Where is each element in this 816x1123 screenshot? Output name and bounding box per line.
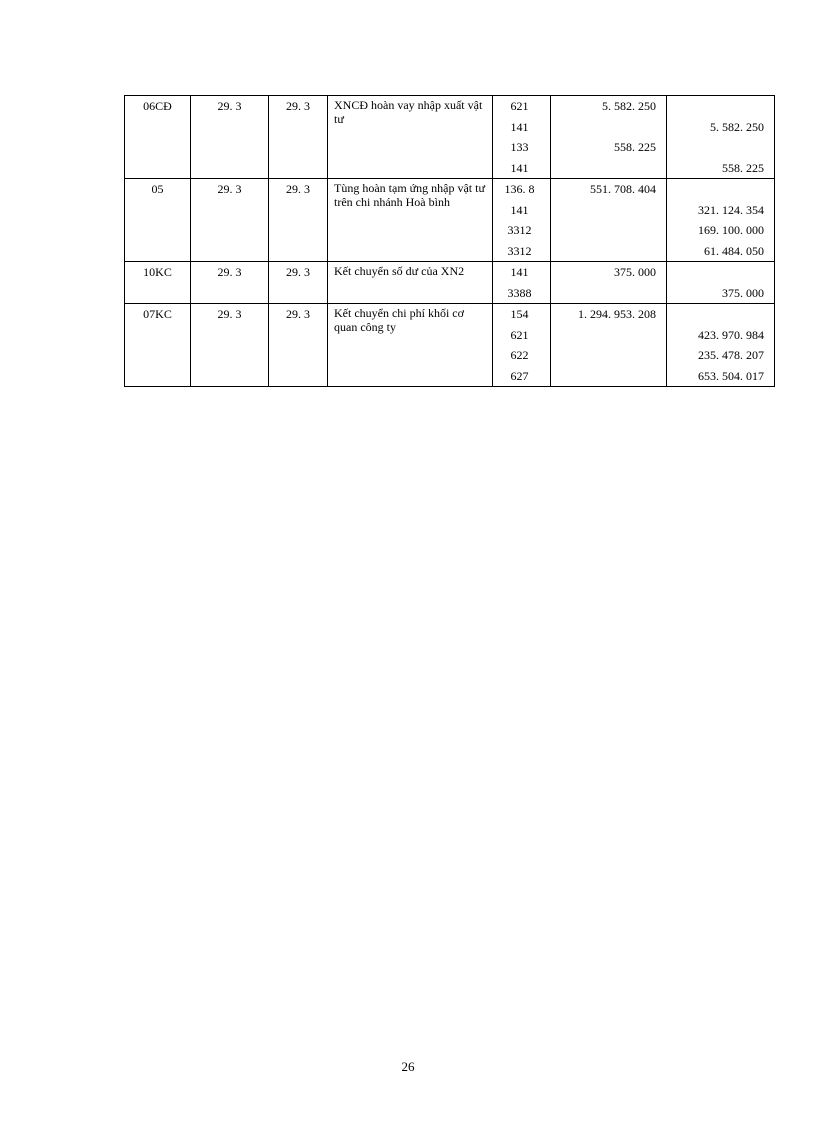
account-code: 141	[510, 160, 529, 175]
account-code: 154	[510, 307, 529, 321]
debit-amount	[551, 117, 666, 138]
debit-amount: 375. 000	[614, 265, 656, 279]
account-code: 621	[510, 99, 529, 113]
ngay-gs-cell	[269, 262, 328, 304]
so-hieu: 07KC	[143, 307, 172, 321]
accounts-cell	[493, 96, 551, 179]
account-code: 627	[510, 368, 529, 383]
account-code: 3312	[507, 243, 532, 258]
debit-amount	[551, 366, 666, 387]
ngay-ct-cell	[191, 179, 269, 262]
description-cell	[328, 262, 493, 304]
ngay-gs: 29. 3	[286, 307, 310, 321]
credit-amount	[667, 137, 774, 158]
ngay-ct: 29. 3	[217, 265, 242, 279]
debit-cell	[551, 304, 667, 387]
debit-amount: 5. 582. 250	[602, 99, 656, 113]
account-code: 133	[510, 140, 529, 154]
credit-cell	[667, 179, 775, 262]
credit-amount: 653. 504. 017	[698, 368, 764, 383]
page-number: 26	[401, 1059, 415, 1074]
ngay-ct: 29. 3	[217, 182, 242, 196]
accounts-cell	[493, 179, 551, 262]
ngay-ct: 29. 3	[217, 307, 242, 321]
ngay-ct: 29. 3	[217, 99, 242, 113]
credit-amount: 235. 478. 207	[698, 348, 764, 362]
description-cell	[328, 96, 493, 179]
credit-cell	[667, 262, 775, 304]
ngay-ct-cell	[191, 96, 269, 179]
so-hieu-cell	[125, 96, 191, 179]
ngay-gs: 29. 3	[286, 182, 310, 196]
account-code: 141	[510, 119, 529, 134]
ngay-gs-cell	[269, 179, 328, 262]
table-row	[125, 96, 775, 179]
description: Tùng hoàn tạm ứng nhập vật tư trên chi nhánh Hoà bình	[334, 181, 485, 209]
description-cell	[328, 304, 493, 387]
so-hieu-cell	[125, 304, 191, 387]
credit-amount: 423. 970. 984	[698, 327, 764, 342]
account-code: 3312	[507, 223, 532, 237]
so-hieu: 10KC	[143, 265, 172, 279]
table-row	[125, 179, 775, 262]
debit-amount	[551, 283, 666, 304]
debit-amount	[551, 241, 666, 262]
description: Kết chuyển số dư của XN2	[334, 264, 465, 278]
ngay-gs-cell	[269, 96, 328, 179]
credit-cell	[667, 304, 775, 387]
credit-amount: 321. 124. 354	[698, 202, 764, 217]
credit-amount	[667, 262, 774, 283]
account-code: 621	[510, 327, 529, 342]
credit-amount: 5. 582. 250	[710, 119, 764, 134]
so-hieu-cell	[125, 262, 191, 304]
table-row	[125, 262, 775, 304]
debit-cell	[551, 262, 667, 304]
table-row	[125, 304, 775, 387]
debit-amount: 1. 294. 953. 208	[578, 307, 656, 321]
ledger-body	[125, 96, 775, 387]
ngay-ct-cell	[191, 304, 269, 387]
debit-amount: 558. 225	[614, 140, 656, 154]
account-code: 3388	[507, 285, 532, 300]
account-code: 136. 8	[504, 182, 535, 196]
ledger-table	[124, 95, 775, 387]
ngay-gs: 29. 3	[286, 99, 310, 113]
debit-amount	[551, 220, 666, 241]
description: Kết chuyển chi phí khối cơ quan công ty	[334, 306, 464, 334]
credit-amount	[667, 304, 774, 325]
debit-amount	[551, 345, 666, 366]
so-hieu: 05	[151, 182, 164, 196]
debit-amount	[551, 200, 666, 221]
account-code: 141	[510, 202, 529, 217]
credit-amount	[667, 96, 774, 117]
accounts-cell	[493, 304, 551, 387]
credit-amount: 169. 100. 000	[698, 223, 764, 237]
so-hieu: 06CĐ	[143, 99, 172, 113]
credit-amount	[667, 179, 774, 200]
account-code: 622	[510, 348, 529, 362]
accounts-cell	[493, 262, 551, 304]
credit-cell	[667, 96, 775, 179]
debit-cell	[551, 96, 667, 179]
so-hieu-cell	[125, 179, 191, 262]
account-code: 141	[510, 265, 529, 279]
debit-amount	[551, 158, 666, 179]
ngay-ct-cell	[191, 262, 269, 304]
debit-amount: 551. 708. 404	[590, 182, 656, 196]
credit-amount: 558. 225	[722, 160, 764, 175]
description-cell	[328, 179, 493, 262]
description: XNCĐ hoàn vay nhập xuất vật tư	[334, 98, 483, 126]
ngay-gs: 29. 3	[286, 265, 310, 279]
ngay-gs-cell	[269, 304, 328, 387]
debit-amount	[551, 325, 666, 346]
debit-cell	[551, 179, 667, 262]
credit-amount: 375. 000	[722, 285, 764, 300]
credit-amount: 61. 484. 050	[704, 243, 764, 258]
